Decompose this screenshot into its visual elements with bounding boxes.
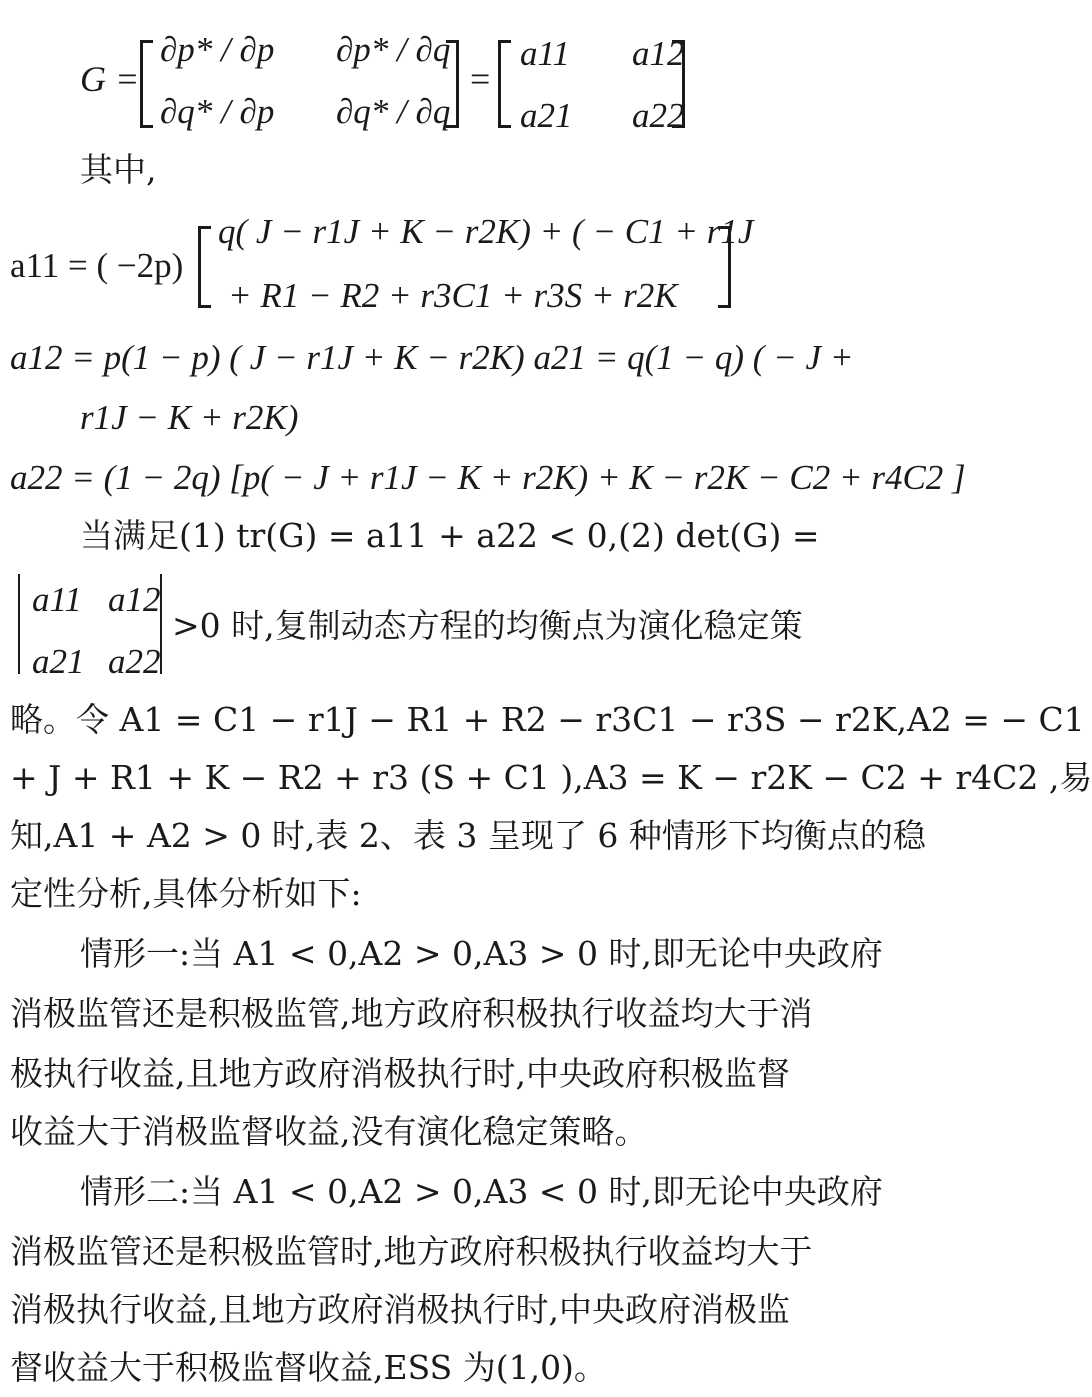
paragraph-line-3: 知,A1 + A2 > 0 时,表 2、表 3 呈现了 6 种情形下均衡点的稳 xyxy=(10,816,926,855)
matrix-dq-dp: ∂q* / ∂p xyxy=(160,92,275,131)
det-a21: a21 xyxy=(32,642,85,681)
paragraph-line-4: 定性分析,具体分析如下: xyxy=(10,874,362,913)
case1-line-4: 收益大于消极监督收益,没有演化稳定策略。 xyxy=(10,1112,648,1151)
det-a11: a11 xyxy=(32,580,82,619)
case2-line-1: 情形二:当 A1 < 0,A2 > 0,A3 < 0 时,即无论中央政府 xyxy=(80,1172,883,1211)
a21-continuation: r1J − K + r2K) xyxy=(80,398,299,437)
det-bar-right xyxy=(160,574,162,674)
matrix-dp-dq: ∂p* / ∂q xyxy=(336,30,451,69)
a11-cell: a11 xyxy=(520,34,570,73)
a11-row1: q( J − r1J + K − r2K) + ( − C1 + r1J xyxy=(218,212,754,251)
a22-line: a22 = (1 − 2q) [p( − J + r1J − K + r2K) + K − r2K − C2 + r4C2 ] xyxy=(10,458,966,497)
matrix-dq-dq: ∂q* / ∂q xyxy=(336,92,451,131)
a11-lhs: a11 = ( −2p) xyxy=(10,246,184,285)
a11-bracket-left xyxy=(198,226,211,308)
det-bar-left xyxy=(18,574,20,674)
case2-line-3: 消极执行收益,且地方政府消极执行时,中央政府消极监 xyxy=(10,1290,790,1329)
equals-sign: = xyxy=(470,59,491,99)
case1-line-3: 极执行收益,且地方政府消极执行时,中央政府积极监督 xyxy=(10,1054,790,1093)
paragraph-line-1: 略。令 A1 = C1 − r1J − R1 + R2 − r3C1 − r3S − r2K,A2 = − C1 xyxy=(10,700,1085,739)
a22-cell: a22 xyxy=(632,96,685,135)
case1-line-2: 消极监管还是积极监管,地方政府积极执行收益均大于消 xyxy=(10,994,813,1033)
qizhong-text: 其中, xyxy=(80,150,157,189)
g-lhs: G = xyxy=(80,59,140,99)
case2-line-2: 消极监管还是积极监管时,地方政府积极执行收益均大于 xyxy=(10,1232,813,1271)
det-after-text: >0 时,复制动态方程的均衡点为演化稳定策 xyxy=(172,606,803,645)
paragraph-line-2: + J + R1 + K − R2 + r3 (S + C1 ),A3 = K − r2K − C2 + r4C2 ,易 xyxy=(10,758,1092,797)
a21-cell: a21 xyxy=(520,96,573,135)
case1-line-1: 情形一:当 A1 < 0,A2 > 0,A3 > 0 时,即无论中央政府 xyxy=(80,934,883,973)
a11-row2: + R1 − R2 + r3C1 + r3S + r2K xyxy=(228,276,678,315)
det-a12: a12 xyxy=(108,580,161,619)
det-a22: a22 xyxy=(108,642,161,681)
matrix-bracket-right xyxy=(446,40,459,128)
a-matrix-bracket-right xyxy=(672,40,685,128)
a11-bracket-right xyxy=(718,226,731,308)
a-matrix-bracket-left xyxy=(498,40,511,128)
matrix-bracket-left xyxy=(140,40,153,128)
matrix-dp-dp: ∂p* / ∂p xyxy=(160,30,275,69)
a12-a21-line: a12 = p(1 − p) ( J − r1J + K − r2K) a21 = q(1 − q) ( − J + xyxy=(10,338,854,377)
a12-cell: a12 xyxy=(632,34,685,73)
case2-line-4: 督收益大于积极监督收益,ESS 为(1,0)。 xyxy=(10,1348,607,1387)
condition-line: 当满足(1) tr(G) = a11 + a22 < 0,(2) det(G) = xyxy=(80,516,820,555)
